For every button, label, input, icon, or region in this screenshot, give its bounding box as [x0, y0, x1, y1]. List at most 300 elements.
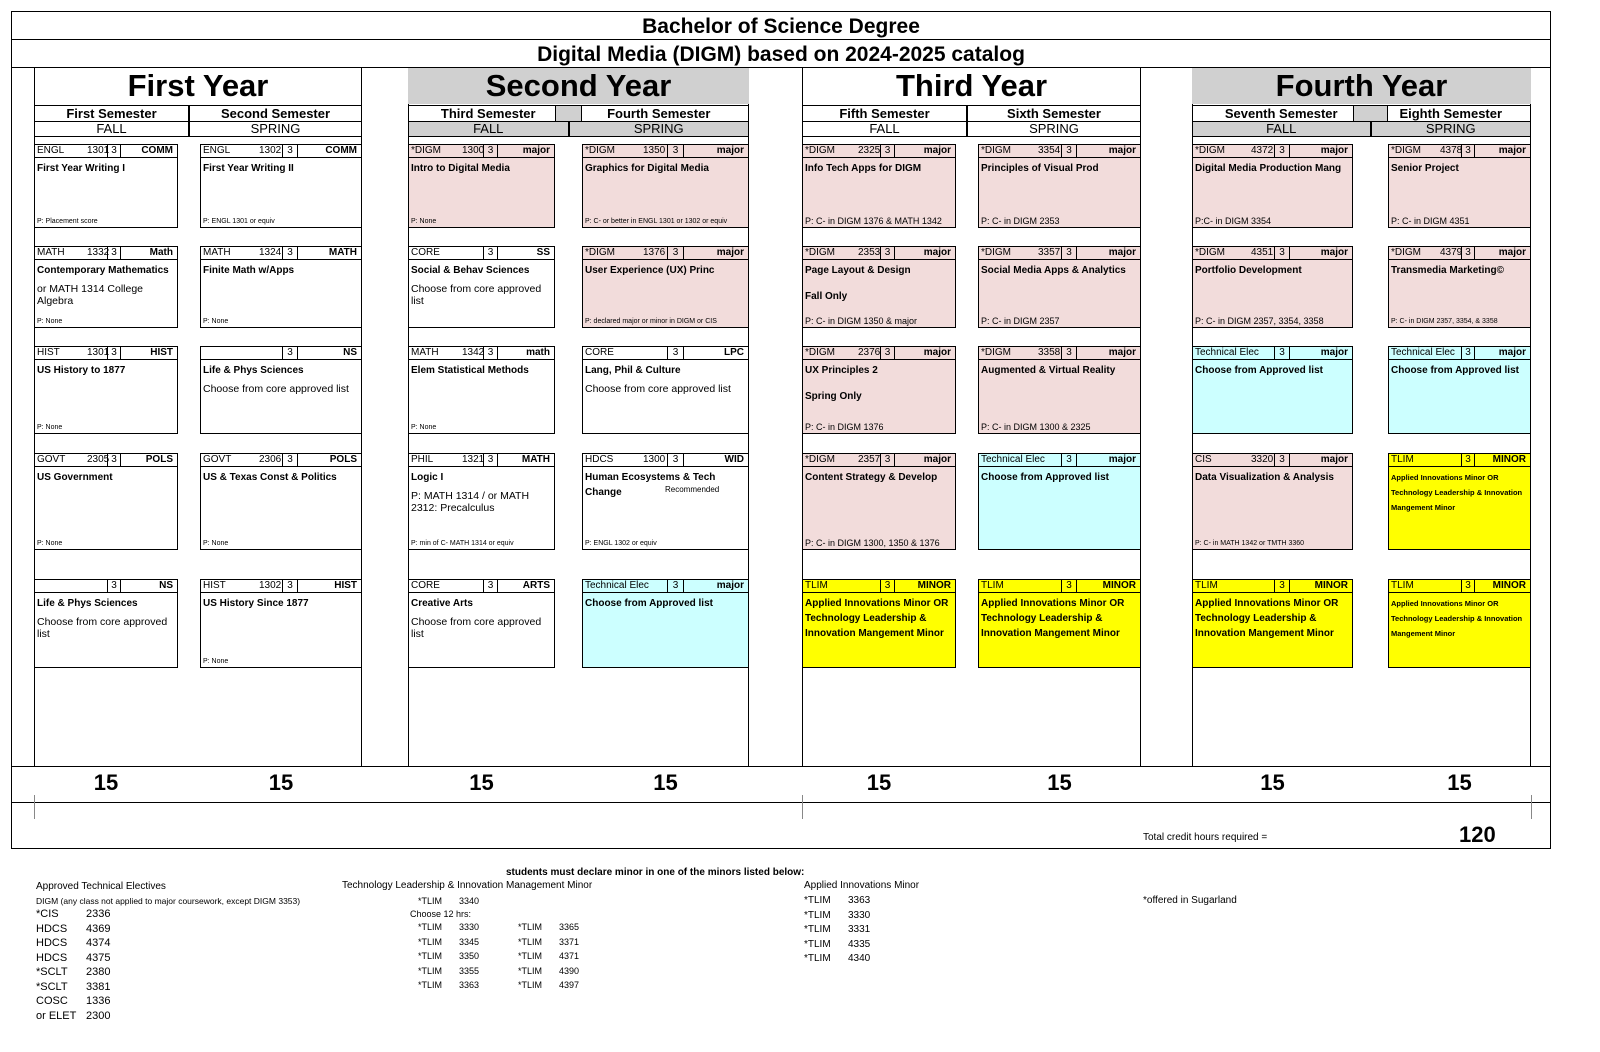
course-dept: Technical Elec	[585, 580, 649, 591]
course-header	[35, 454, 177, 467]
course-box	[1192, 346, 1353, 434]
course-note: Choose from core approved list	[585, 383, 731, 395]
course-number: 1301	[87, 347, 110, 358]
course-credits: 3	[1461, 347, 1475, 359]
course-prereq: P: declared major or minor in DIGM or CIS	[585, 318, 717, 325]
course-number: 4378	[1440, 145, 1463, 156]
course-credits: 3	[667, 347, 684, 359]
course-header	[1389, 454, 1530, 467]
course-dept: TLIM	[1391, 454, 1414, 465]
course-title: US Government	[37, 472, 113, 483]
course-box	[1388, 144, 1531, 228]
course-title: Data Visualization & Analysis	[1195, 472, 1334, 483]
course-header	[409, 145, 554, 158]
course-prereq: P: C- in DIGM 1350 & major	[805, 316, 918, 326]
course-category: SS	[536, 247, 550, 258]
course-category: NS	[343, 347, 357, 358]
course-header	[583, 580, 748, 593]
course-dept: PHIL	[411, 454, 434, 465]
course-header	[583, 347, 748, 360]
elective-dept: *CIS	[36, 908, 59, 920]
elective-number: 4375	[86, 951, 111, 964]
elective-dept: *TLIM	[518, 936, 543, 947]
course-credits: 3	[107, 145, 121, 157]
course-box	[200, 453, 362, 550]
course-header	[35, 247, 177, 260]
course-number: 1301	[87, 145, 110, 156]
course-credits: 3	[667, 145, 684, 157]
course-header	[1389, 145, 1530, 158]
course-box	[802, 246, 956, 328]
course-dept: *DIGM	[805, 454, 835, 465]
course-header	[979, 454, 1140, 467]
semester-name: First Semester	[34, 105, 189, 122]
course-box	[200, 144, 362, 228]
elective-number: 3355	[459, 965, 480, 976]
course-header	[1193, 145, 1352, 158]
course-title: User Experience (UX) Princ	[585, 265, 715, 276]
course-header	[1193, 347, 1352, 360]
course-number: 2357	[858, 454, 881, 465]
semester-credits: 15	[93, 770, 119, 795]
elective-dept: *TLIM	[804, 895, 831, 906]
course-header	[583, 145, 748, 158]
course-box	[978, 579, 1141, 668]
tick-mark	[802, 795, 803, 819]
course-title: Info Tech Apps for DIGM	[805, 163, 922, 174]
course-box	[408, 579, 555, 668]
course-title: Choose from Approved list	[981, 472, 1109, 483]
course-credits: 3	[880, 580, 895, 592]
course-title: Applied Innovations Minor OR Technology Leadership & Innovation Mangement Minor	[1391, 599, 1523, 638]
course-number: 3358	[1038, 347, 1061, 358]
semester-name: Third Semester	[408, 105, 569, 122]
elective-number: 3363	[459, 980, 480, 990]
course-note: Choose from core approved list	[203, 383, 349, 395]
course-box	[582, 453, 749, 550]
course-category: MINOR	[1102, 580, 1136, 591]
year-heading: First Year	[127, 68, 269, 103]
course-category: math	[526, 347, 550, 358]
course-credits: 3	[1461, 145, 1475, 157]
course-header	[201, 454, 361, 467]
course-dept: *DIGM	[411, 145, 441, 156]
course-dept: *DIGM	[1391, 247, 1421, 258]
course-category: LPC	[724, 347, 744, 358]
course-header	[201, 580, 361, 593]
semester-name: Seventh Semester	[1192, 105, 1371, 122]
course-prereq: P: None	[411, 424, 437, 431]
course-credits: 3	[1274, 247, 1290, 259]
course-prereq: P: C- in MATH 1342 or TMTH 3360	[1195, 540, 1305, 547]
course-number: 1300	[462, 145, 485, 156]
course-dept: *DIGM	[1391, 145, 1421, 156]
course-header	[201, 347, 361, 360]
elective-dept: *TLIM	[418, 980, 443, 990]
elective-dept: *TLIM	[418, 951, 443, 961]
course-header	[409, 247, 554, 260]
elective-number: 3330	[848, 909, 871, 921]
course-dept: HDCS	[585, 454, 614, 465]
course-box	[978, 453, 1141, 550]
tlim-required-dept: *TLIM	[418, 896, 443, 906]
credits-row-line	[11, 766, 1551, 767]
course-dept: CORE	[585, 347, 614, 358]
course-prereq: P: C- or better in ENGL 1301 or 1302 or equiv	[585, 218, 728, 225]
semester-credits: 15	[653, 770, 678, 795]
course-dept: Technical Elec	[981, 454, 1045, 465]
course-title: Portfolio Development	[1195, 265, 1302, 276]
course-credits: 3	[880, 347, 895, 359]
term-label: FALL	[408, 121, 569, 137]
course-box	[802, 144, 956, 228]
course-prereq: P: None	[37, 540, 63, 547]
course-box	[1388, 579, 1531, 668]
course-header	[35, 145, 177, 158]
course-box	[1388, 346, 1531, 434]
course-credits: 3	[1274, 580, 1290, 592]
course-header	[979, 145, 1140, 158]
course-prereq: P: min of C- MATH 1314 or equiv	[411, 540, 514, 547]
course-box	[34, 246, 178, 328]
semester-credits: 15	[1260, 770, 1285, 795]
course-prereq: P: C- in DIGM 2357, 3354, 3358	[1195, 316, 1324, 326]
elective-number: 2336	[86, 908, 111, 920]
course-dept: *DIGM	[981, 347, 1011, 358]
course-box	[408, 346, 555, 434]
course-box	[802, 346, 956, 434]
course-title: Content Strategy & Develop	[805, 472, 938, 483]
course-credits: 3	[483, 580, 498, 592]
course-box	[34, 453, 178, 550]
course-dept: ENGL	[37, 145, 65, 156]
course-prereq: P: C- in DIGM 2357	[981, 316, 1060, 326]
tick-mark	[1531, 795, 1532, 819]
elective-number: 4371	[559, 951, 580, 961]
course-category: ARTS	[522, 580, 550, 591]
elective-dept: *TLIM	[804, 938, 831, 950]
course-dept: *DIGM	[585, 247, 615, 258]
course-note: Choose from core approved list	[411, 283, 542, 307]
elective-dept: *TLIM	[518, 922, 543, 932]
course-box	[802, 453, 956, 550]
course-category: HIST	[334, 580, 357, 591]
course-number: 1350	[643, 145, 666, 156]
elective-dept: *SCLT	[36, 980, 68, 993]
course-dept: CORE	[411, 580, 440, 591]
course-note: P: MATH 1314 / or MATH 2312: Precalculus	[411, 490, 530, 514]
course-title: Intro to Digital Media	[411, 163, 510, 174]
sugarland-note: *offered in Sugarland	[1143, 895, 1237, 906]
course-title: Page Layout & Design	[805, 265, 911, 276]
course-dept: HIST	[203, 580, 226, 591]
semester-credits: 15	[268, 770, 294, 795]
course-number: 4379	[1440, 247, 1463, 258]
course-category: major	[1320, 247, 1348, 258]
course-title: Applied Innovations Minor OR Technology Leadership & Innovation Mangement Minor	[805, 598, 949, 639]
semester-name: Second Semester	[189, 105, 362, 122]
term-label: SPRING	[967, 121, 1141, 137]
course-prereq: P: None	[411, 218, 437, 225]
course-box	[34, 346, 178, 434]
course-category: major	[1108, 247, 1136, 258]
course-box	[1388, 246, 1531, 328]
elective-number: 3371	[559, 936, 580, 947]
course-number: 1332	[87, 247, 110, 258]
course-credits: 3	[483, 247, 498, 259]
course-dept: Technical Elec	[1195, 347, 1259, 358]
course-note: or MATH 1314 College Algebra	[37, 283, 144, 307]
course-header	[803, 347, 955, 360]
term-label: FALL	[802, 121, 967, 137]
course-header	[201, 145, 361, 158]
course-header	[803, 454, 955, 467]
course-prereq: P: C- in DIGM 1300 & 2325	[981, 422, 1091, 432]
course-credits: 3	[1061, 247, 1077, 259]
elective-number: 4390	[559, 965, 580, 976]
elective-dept: *TLIM	[518, 965, 543, 976]
course-category: major	[923, 145, 951, 156]
course-category: Math	[149, 247, 173, 258]
elective-number: 3350	[459, 951, 480, 961]
course-category: COMM	[325, 145, 357, 156]
course-prereq: P:C- in DIGM 3354	[1195, 216, 1272, 226]
tlim-choose-note: Choose 12 hrs:	[410, 909, 472, 919]
course-dept: *DIGM	[805, 145, 835, 156]
course-category: COMM	[141, 145, 173, 156]
course-title: Logic I	[411, 472, 444, 483]
course-category: POLS	[329, 454, 357, 465]
course-credits: 3	[1274, 454, 1290, 466]
elective-number: 4369	[86, 922, 111, 935]
course-credits: 3	[282, 454, 298, 466]
tech-electives-title: Approved Technical Electives	[36, 881, 166, 892]
elective-number: 2300	[86, 1009, 111, 1022]
course-header	[1389, 580, 1530, 593]
course-box	[408, 144, 555, 228]
course-credits: 3	[1061, 145, 1077, 157]
course-box	[582, 144, 749, 228]
elective-dept: *SCLT	[36, 966, 68, 978]
course-title: Creative Arts	[411, 598, 473, 609]
course-title: Elem Statistical Methods	[411, 365, 529, 376]
course-credits: 3	[282, 580, 298, 592]
course-category: major	[716, 580, 744, 591]
elective-number: 2380	[86, 966, 111, 978]
course-credits: 3	[1274, 347, 1290, 359]
course-title: Contemporary Mathematics	[37, 265, 169, 276]
ai-minor-title: Applied Innovations Minor	[804, 880, 920, 891]
course-number: 2325	[858, 145, 881, 156]
course-number: 3354	[1038, 145, 1061, 156]
elective-number: 4340	[848, 953, 871, 964]
course-title: Senior Project	[1391, 163, 1459, 174]
course-dept: GOVT	[203, 454, 232, 465]
course-header	[409, 580, 554, 593]
elective-dept: *TLIM	[804, 909, 831, 921]
course-box	[1192, 144, 1353, 228]
course-category: major	[1320, 145, 1348, 156]
course-credits: 3	[667, 454, 684, 466]
course-prereq: P: ENGL 1301 or equiv	[203, 218, 275, 225]
elective-dept: HDCS	[36, 922, 68, 935]
course-number: 2353	[858, 247, 881, 258]
semester-name: Eighth Semester	[1371, 105, 1532, 122]
course-box	[978, 144, 1141, 228]
course-credits: 3	[107, 247, 121, 259]
course-dept: MATH	[411, 347, 439, 358]
course-number: 1324	[259, 247, 282, 258]
course-dept: MATH	[37, 247, 65, 258]
course-category: major	[716, 145, 744, 156]
course-number: 1321	[462, 454, 485, 465]
course-title: Choose from Approved list	[1391, 365, 1519, 376]
course-title: Life & Phys Sciences	[37, 598, 138, 609]
elective-dept: *TLIM	[418, 936, 443, 947]
elective-dept: COSC	[36, 995, 68, 1007]
course-credits: 3	[880, 145, 895, 157]
year-heading: Third Year	[895, 68, 1048, 103]
course-category: major	[1498, 145, 1526, 156]
term-label: SPRING	[569, 121, 750, 137]
course-title: Finite Math w/Apps	[203, 265, 295, 276]
course-credits: 3	[282, 145, 298, 157]
course-title: Life & Phys Sciences	[203, 365, 304, 376]
elective-dept: HDCS	[36, 937, 68, 949]
course-credits: 3	[282, 347, 298, 359]
term-label: SPRING	[189, 121, 362, 137]
course-number: 1376	[643, 247, 666, 258]
catalog-subtitle: Digital Media (DIGM) based on 2024-2025 catalog	[11, 39, 1551, 68]
course-credits: 3	[1461, 454, 1475, 466]
course-dept: *DIGM	[805, 347, 835, 358]
course-category: major	[1320, 347, 1348, 358]
course-title: Digital Media Production Mang	[1195, 163, 1342, 174]
elective-number: 3381	[86, 980, 111, 993]
course-category: MINOR	[917, 580, 951, 591]
term-label: SPRING	[1371, 121, 1532, 137]
elective-number: 4374	[86, 937, 111, 949]
course-title: Applied Innovations Minor OR Technology Leadership & Innovation Mangement Minor	[1391, 473, 1523, 512]
course-header	[409, 454, 554, 467]
semester-credits: 15	[1447, 770, 1472, 795]
credits-row-line	[11, 802, 1551, 803]
course-note: Choose from core approved list	[37, 616, 168, 640]
course-dept: *DIGM	[1195, 145, 1225, 156]
course-prereq: P: ENGL 1302 or equiv	[585, 540, 657, 547]
course-box	[1388, 453, 1531, 550]
course-box	[34, 579, 178, 668]
course-header	[1193, 247, 1352, 260]
course-box	[200, 346, 362, 434]
course-category: major	[923, 347, 951, 358]
course-number: 2305	[87, 454, 110, 465]
course-box	[200, 579, 362, 668]
course-title: US History Since 1877	[203, 598, 309, 609]
course-credits: 3	[667, 580, 684, 592]
semester-credits: 15	[866, 770, 892, 795]
course-category: major	[923, 247, 951, 258]
course-prereq: P: None	[203, 658, 229, 665]
course-category: major	[522, 145, 550, 156]
course-category: major	[1498, 347, 1526, 358]
course-credits: 3	[1461, 247, 1475, 259]
course-dept: HIST	[37, 347, 60, 358]
elective-number: 3330	[459, 922, 480, 932]
course-category: major	[1108, 347, 1136, 358]
course-box	[34, 144, 178, 228]
course-credits: 3	[1061, 580, 1077, 592]
course-dept: TLIM	[1195, 580, 1218, 591]
course-note: Choose from core approved list	[411, 616, 542, 640]
course-title: Human Ecosystems & Tech Change	[585, 472, 716, 498]
course-header	[1193, 580, 1352, 593]
course-box	[200, 246, 362, 328]
course-category: MATH	[328, 247, 357, 258]
elective-dept: *TLIM	[518, 951, 543, 961]
course-category: major	[1108, 145, 1136, 156]
course-box	[1192, 453, 1353, 550]
course-dept: *DIGM	[1195, 247, 1225, 258]
semester-name: Fourth Semester	[569, 105, 750, 122]
course-dept: *DIGM	[981, 145, 1011, 156]
elective-number: 4397	[559, 980, 580, 990]
elective-number: 3331	[848, 924, 871, 935]
course-box	[408, 246, 555, 328]
elective-number: 3363	[848, 895, 871, 906]
course-number: 1342	[462, 347, 485, 358]
course-box	[978, 246, 1141, 328]
course-dept: *DIGM	[585, 145, 615, 156]
course-category: MATH	[521, 454, 550, 465]
course-credits: 3	[107, 580, 121, 592]
course-title: US History to 1877	[37, 365, 126, 376]
course-header	[979, 247, 1140, 260]
course-box	[582, 246, 749, 328]
course-number: 3320	[1251, 454, 1274, 465]
course-number: 1300	[643, 454, 666, 465]
semester-gap-shade	[1353, 105, 1388, 122]
course-box	[582, 346, 749, 434]
course-header	[35, 347, 177, 360]
elective-dept: *TLIM	[518, 980, 543, 990]
course-title: Social Media Apps & Analytics	[981, 265, 1126, 276]
semester-credits: 15	[1047, 770, 1072, 795]
course-credits: 3	[483, 454, 498, 466]
semester-gap-shade	[555, 105, 582, 122]
course-note: Fall Only	[805, 291, 848, 302]
course-credits: 3	[880, 454, 895, 466]
course-prereq: P: Placement score	[37, 218, 98, 225]
course-header	[583, 247, 748, 260]
course-header	[803, 580, 955, 593]
course-header	[803, 247, 955, 260]
course-box	[978, 346, 1141, 434]
course-prereq: P: C- in DIGM 2353	[981, 216, 1060, 226]
course-title: Principles of Visual Prod	[981, 163, 1099, 174]
course-prereq: P: None	[37, 424, 63, 431]
semester-credits: 15	[469, 770, 494, 795]
course-header	[409, 347, 554, 360]
course-category: HIST	[150, 347, 173, 358]
degree-title: Bachelor of Science Degree	[11, 11, 1551, 40]
course-title: First Year Writing I	[37, 163, 125, 174]
course-box	[1192, 579, 1353, 668]
course-dept: CORE	[411, 247, 440, 258]
term-label: FALL	[1192, 121, 1371, 137]
course-prereq: P: C- in DIGM 4351	[1391, 216, 1470, 226]
year-heading: Fourth Year	[1192, 68, 1531, 104]
